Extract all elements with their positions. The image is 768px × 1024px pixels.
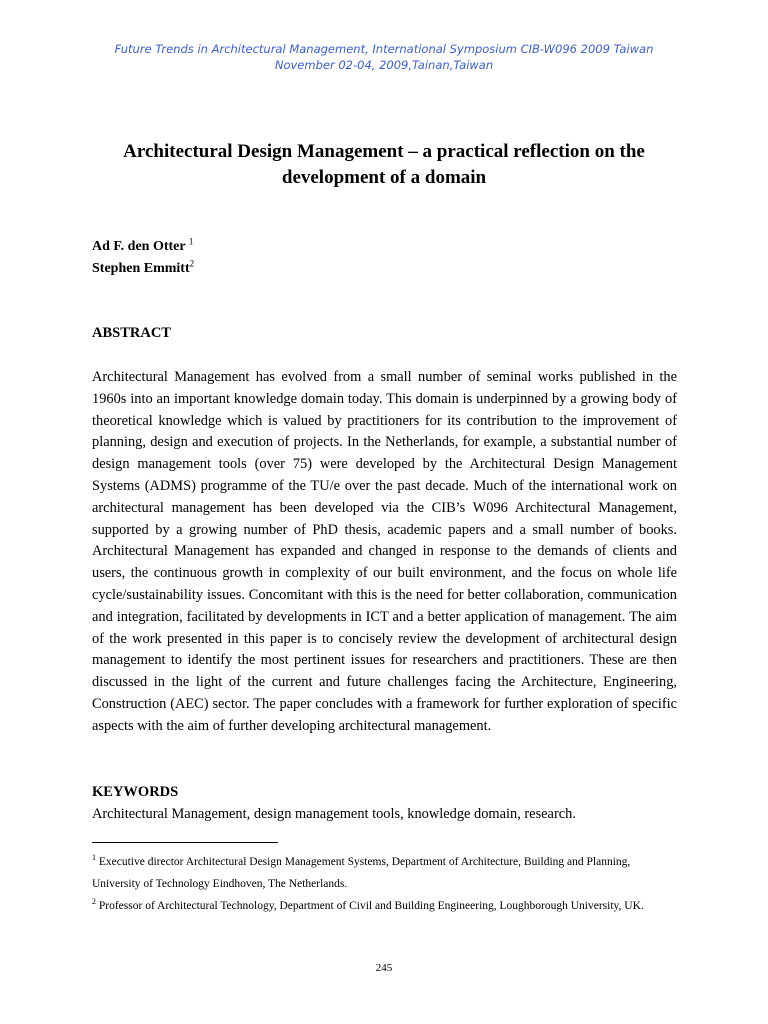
- footnote: [92, 895, 677, 917]
- footnote-mark: 2: [92, 897, 96, 907]
- keywords-body: Architectural Management, design management tools, knowledge domain, research.: [92, 806, 576, 822]
- author-list: [92, 236, 194, 280]
- header-line-2: November 02-04, 2009,Tainan,Taiwan: [274, 58, 494, 72]
- paper-title: [70, 139, 698, 191]
- footnote-mark: 1: [92, 853, 96, 863]
- keywords-heading: KEYWORDS: [92, 784, 179, 800]
- footnote: [92, 851, 677, 895]
- abstract-heading: ABSTRACT: [92, 325, 171, 341]
- author: [92, 258, 194, 280]
- author-affiliation-mark: 1: [188, 236, 194, 247]
- header-line-1: Future Trends in Architectural Management, International Symposium CIB-W096 2009 Taiwan: [114, 42, 654, 56]
- author-name: Ad F. den Otter: [92, 239, 186, 254]
- title-line-1: Architectural Design Management – a practical reflection on the: [123, 141, 645, 162]
- page-number: 245: [375, 962, 393, 974]
- conference-header: [60, 41, 708, 73]
- footnotes: [92, 851, 677, 917]
- author-affiliation-mark: 2: [189, 258, 195, 269]
- title-line-2: development of a domain: [281, 167, 487, 188]
- author: [92, 236, 194, 258]
- author-name: Stephen Emmitt: [92, 261, 190, 276]
- footnote-divider: [92, 842, 278, 843]
- footnote-text: Executive director Architectural Design Management Systems, Department of Architecture, Building and Planning, University of Technology Eindhoven, The Netherlands.: [92, 856, 631, 890]
- abstract-body: Architectural Management has evolved from a small number of seminal works published in the 1960s into an important knowledge domain today. This domain is underpinned by a growing body of theoretical knowledge which is valued by practitioners for its contribution to the improvement of planning, design and execution of projects. In the Netherlands, for example, a substantial number of design management tools (over 75) were developed by the Architectural Design Management Systems (ADMS) programme of the TU/e over the past decade. Much of the international work on architectural management has been developed via the CIB’s W096 Architectural Management, supported by a growing number of PhD thesis, academic papers and a small number of books. Architectural Management has expanded and changed in response to the demands of clients and users, the continuous growth in complexity of our built environment, and the focus on whole life cycle/sustainability issues. Concomitant with this is the need for better collaboration, communication and integration, facilitated by developments in ICT and a better application of management. The aim of the work presented in this paper is to concisely review the development of architectural design management to identify the most pertinent issues for researchers and practitioners. These are then discussed in the light of the current and future challenges facing the Architecture, Engineering, Construction (AEC) sector. The paper concludes with a framework for further exploration of specific aspects with the aim of further developing architectural management.: [92, 369, 677, 734]
- footnote-text: Professor of Architectural Technology, Department of Civil and Building Engineering, Loughborough University, UK.: [98, 900, 644, 912]
